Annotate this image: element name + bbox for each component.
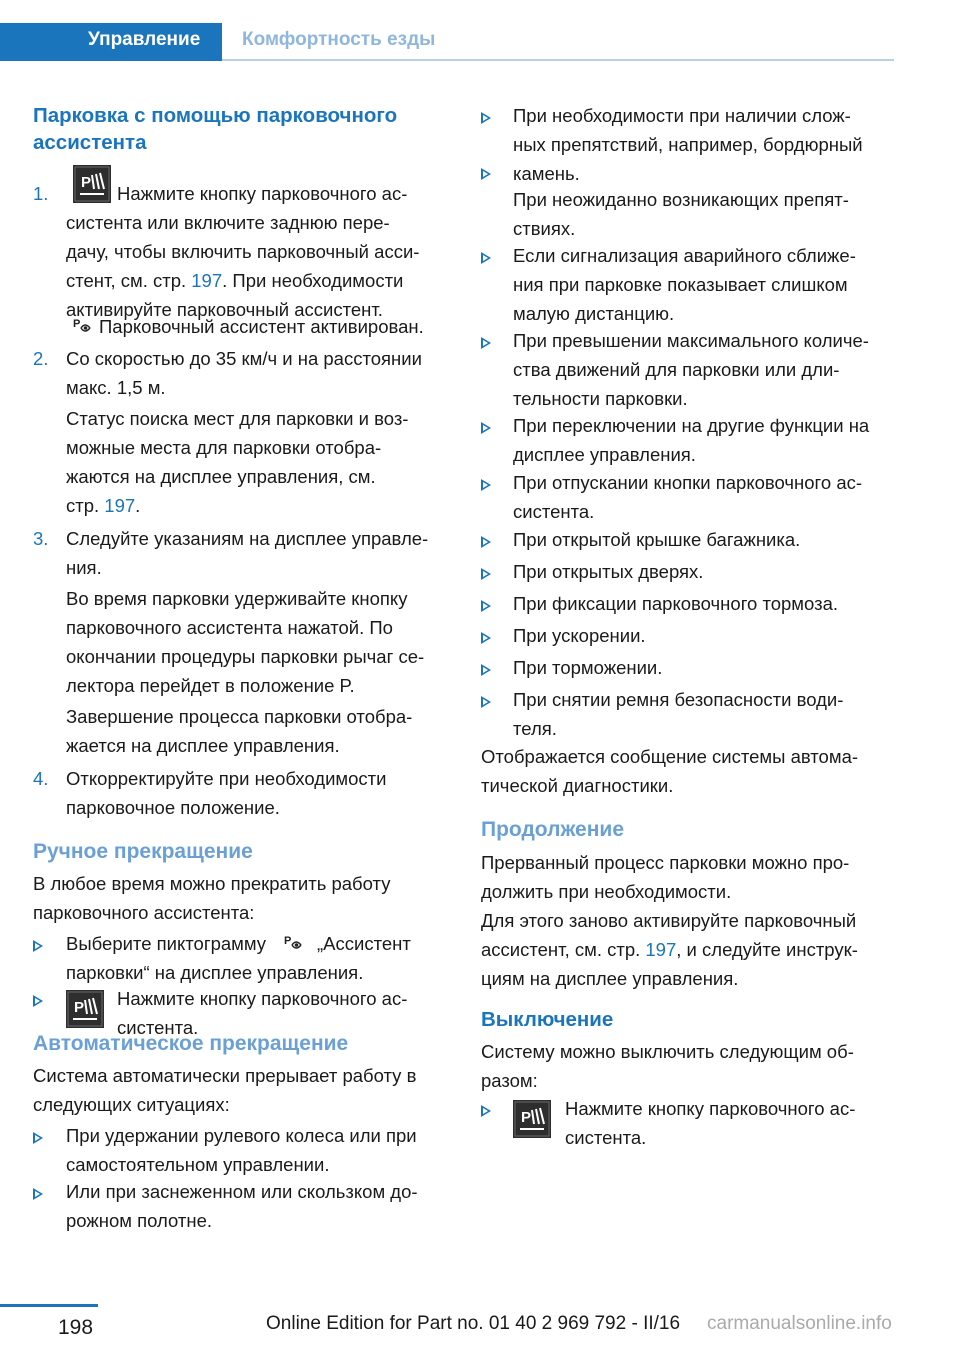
bullet-arrow-icon <box>33 1188 43 1200</box>
auto-bullet-text: ства движений для парковки или дли- <box>513 359 840 380</box>
auto-bullet-text: систента. <box>513 501 595 522</box>
section-title: Парковка с помощью парковочного <box>33 104 398 127</box>
manual-stop-text: парковочного ассистента: <box>33 902 255 923</box>
step2-text: можные места для парковки отобра- <box>66 437 382 458</box>
step-number: 1. <box>33 183 49 204</box>
auto-bullet-text: тельности парковки. <box>513 388 688 409</box>
step3-text: Во время парковки удерживайте кнопку <box>66 588 408 609</box>
auto-stop-text: Система автоматически прерывает работу в <box>33 1065 417 1086</box>
auto-bullet-text: При отпускании кнопки парковочного ас- <box>513 472 863 493</box>
bullet-arrow-icon <box>481 632 491 644</box>
svg-text:P: P <box>81 174 92 191</box>
manual-stop-text: В любое время можно прекратить работу <box>33 873 391 894</box>
park-assist-button-icon <box>73 165 111 203</box>
header-divider <box>222 59 894 61</box>
continue-heading: Продолжение <box>481 818 625 841</box>
auto-bullet-text: Если сигнализация аварийного сближе- <box>513 245 856 266</box>
auto-bullet-text: При удержании рулевого колеса или при <box>66 1125 417 1146</box>
svg-text:P: P <box>521 1109 532 1126</box>
page-number: 198 <box>58 1316 94 1339</box>
auto-bullet-text: При фиксации парковочного тормоза. <box>513 593 839 614</box>
auto-bullet-text: малую дистанцию. <box>513 303 675 324</box>
step3-text: жается на дисплее управления. <box>66 735 340 756</box>
auto-bullet-text: ния при парковке показывает слишком <box>513 274 848 295</box>
step2-text: макс. 1,5 м. <box>66 377 166 398</box>
footer-watermark: carmanualsonline.info <box>707 1313 892 1334</box>
step1-text: систента или включите заднюю пере- <box>66 212 390 233</box>
footer-divider <box>0 1304 98 1307</box>
auto-bullet-text: При открытой крышке багажника. <box>513 529 801 550</box>
step1-text: дачу, чтобы включить парковочный асси- <box>66 241 420 262</box>
bullet-arrow-icon <box>33 1132 43 1144</box>
auto-bullet-text: камень. <box>513 163 580 184</box>
switch-off-bullet-text: систента. <box>565 1127 647 1148</box>
step2-text: Со скоростью до 35 км/ч и на расстоянии <box>66 348 422 369</box>
step-number: 2. <box>33 348 49 369</box>
page-link[interactable]: 197 <box>645 939 677 960</box>
svg-text:P: P <box>284 935 292 947</box>
step2-text: Статус поиска мест для парковки и воз- <box>66 408 409 429</box>
auto-stop-text: следующих ситуациях: <box>33 1094 230 1115</box>
bullet-arrow-icon <box>481 696 491 708</box>
auto-bullet-text: При ускорении. <box>513 625 646 646</box>
step3-text: окончании процедуры парковки рычаг се- <box>66 646 425 667</box>
bullet-arrow-icon <box>481 536 491 548</box>
step3-text: парковочного ассистента нажатой. По <box>66 617 393 638</box>
bullet-arrow-icon <box>481 337 491 349</box>
step1-active-text: Парковочный ассистент активирован. <box>99 316 424 337</box>
manual-bullet-text: парковки“ на дисплее управления. <box>66 962 364 983</box>
park-assist-symbol-icon <box>73 316 93 336</box>
step-number: 4. <box>33 768 49 789</box>
bullet-arrow-icon <box>481 568 491 580</box>
switch-off-text: Систему можно выключить следующим об- <box>481 1041 854 1062</box>
continue-text: ассистент, см. стр. 197, и следуйте инструк- <box>481 939 858 960</box>
step3-text: лектора перейдет в положение P. <box>66 675 355 696</box>
step1-text: активируйте парковочный ассистент. <box>66 299 383 320</box>
bullet-arrow-icon <box>33 940 43 952</box>
switch-off-bullet-text: Нажмите кнопку парковочного ас- <box>565 1098 856 1119</box>
step-number: 3. <box>33 528 49 549</box>
step3-text: ния. <box>66 557 102 578</box>
step3-text: Завершение процесса парковки отобра- <box>66 706 413 727</box>
auto-bullet-text: Или при заснеженном или скользком до- <box>66 1181 418 1202</box>
park-assist-button-icon <box>513 1100 551 1138</box>
continue-text: Прерванный процесс парковки можно про- <box>481 852 850 873</box>
park-assist-button-icon <box>66 990 104 1028</box>
auto-bullet-text: При необходимости при наличии слож- <box>513 105 851 126</box>
bullet-arrow-icon <box>33 995 43 1007</box>
bullet-arrow-icon <box>481 664 491 676</box>
switch-off-heading: Выключение <box>481 1008 614 1031</box>
auto-bullet-text: рожном полотне. <box>66 1210 213 1231</box>
bullet-arrow-icon <box>481 252 491 264</box>
section-title-cont: ассистента <box>33 131 147 154</box>
auto-bullet-text: При переключении на другие функции на <box>513 415 870 436</box>
auto-bullet-text: самостоятельном управлении. <box>66 1154 330 1175</box>
svg-text:P: P <box>74 999 85 1016</box>
step4-text: парковочное положение. <box>66 797 280 818</box>
auto-bullet-text: При открытых дверях. <box>513 561 704 582</box>
bullet-arrow-icon <box>481 112 491 124</box>
footer-edition: Online Edition for Part no. 01 40 2 969 792 - II/16 <box>266 1313 681 1334</box>
header-section-title: Управление <box>88 29 201 50</box>
manual-bullet-text: Выберите пиктограмму <box>66 933 267 954</box>
auto-bullet-text: теля. <box>513 718 557 739</box>
auto-bullet-text: ных препятствий, например, бордюрный <box>513 134 863 155</box>
manual-bullet-text: Нажмите кнопку парковочного ас- <box>117 988 408 1009</box>
step1-text: стент, см. стр. 197. При необходимости <box>66 270 404 291</box>
bullet-arrow-icon <box>481 168 491 180</box>
page-link[interactable]: 197 <box>191 270 223 291</box>
auto-bullet-text: При снятии ремня безопасности води- <box>513 689 844 710</box>
step1-text: Нажмите кнопку парковочного ас- <box>117 183 408 204</box>
auto-bullet-text: дисплее управления. <box>513 444 696 465</box>
diagnostics-text: тической диагностики. <box>481 775 674 796</box>
diagnostics-text: Отображается сообщение системы автома- <box>481 746 859 767</box>
auto-bullet-text: При превышении максимального количе- <box>513 330 869 351</box>
bullet-arrow-icon <box>481 600 491 612</box>
manual-bullet-text: систента. <box>117 1017 199 1038</box>
auto-stop-heading: Автоматическое прекращение <box>33 1032 349 1055</box>
continue-text: циям на дисплее управления. <box>481 968 739 989</box>
auto-bullet-text: При неожиданно возникающих препят- <box>513 189 849 210</box>
switch-off-text: разом: <box>481 1070 538 1091</box>
bullet-arrow-icon <box>481 479 491 491</box>
auto-bullet-text: ствиях. <box>513 218 576 239</box>
manual-bullet-text: „Ассистент <box>317 933 411 954</box>
step3-text: Следуйте указаниям на дисплее управле- <box>66 528 429 549</box>
auto-bullet-text: При торможении. <box>513 657 663 678</box>
step4-text: Откорректируйте при необходимости <box>66 768 387 789</box>
continue-text: Для этого заново активируйте парковочный <box>481 910 857 931</box>
manual-stop-heading: Ручное прекращение <box>33 840 253 863</box>
continue-text: должить при необходимости. <box>481 881 732 902</box>
step2-text: жаются на дисплее управления, см. <box>66 466 376 487</box>
svg-text:P: P <box>73 318 81 330</box>
page-link[interactable]: 197 <box>104 495 136 516</box>
bullet-arrow-icon <box>481 422 491 434</box>
park-assist-symbol-icon <box>284 933 304 953</box>
step2-text: стр. 197. <box>66 495 141 516</box>
bullet-arrow-icon <box>481 1105 491 1117</box>
header-subsection-title: Комфортность езды <box>242 29 436 50</box>
